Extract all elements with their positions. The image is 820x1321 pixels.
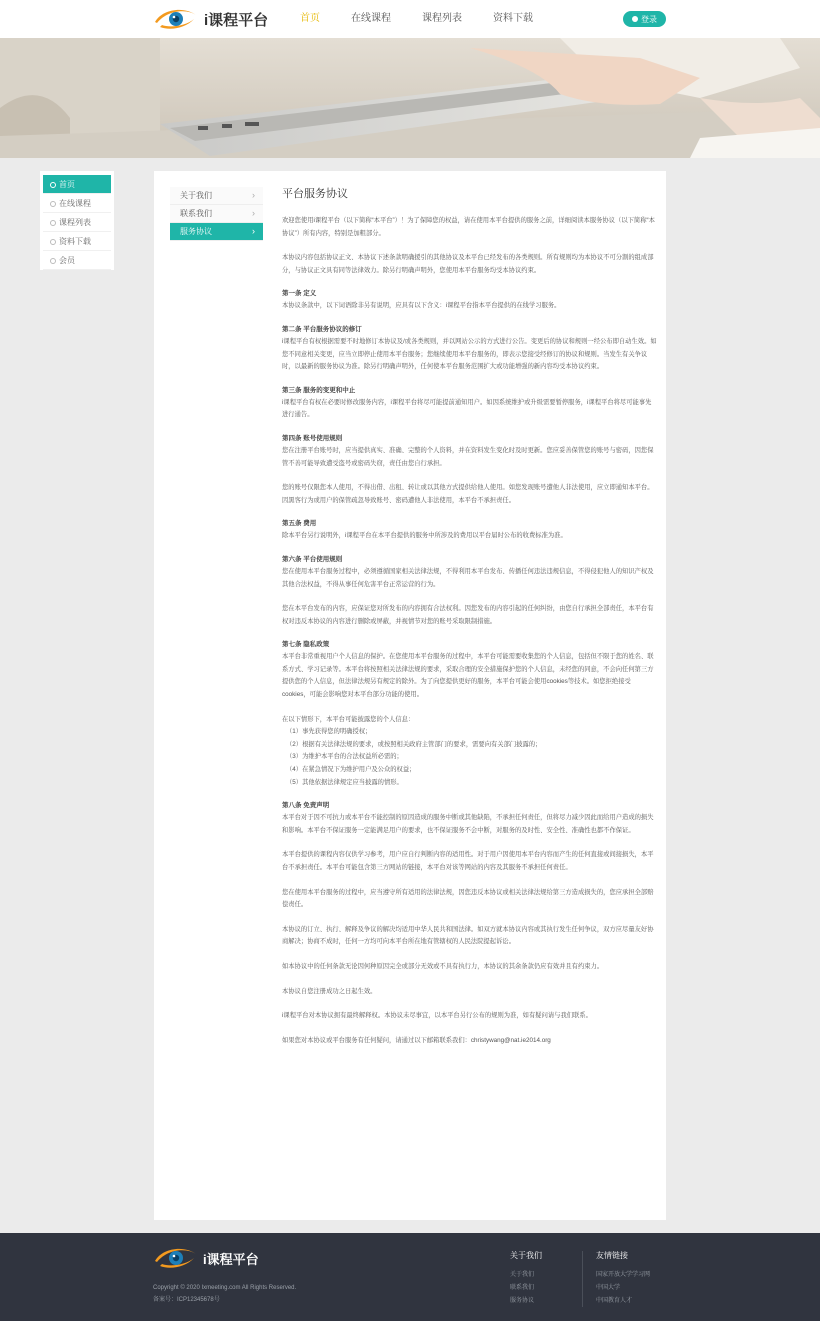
about-subnav xyxy=(170,187,263,241)
eye-logo-icon xyxy=(152,6,198,32)
section-paragraph: （5）其他依据法律规定应当披露的情形。 xyxy=(286,778,403,786)
user-icon xyxy=(632,16,638,22)
footer-link[interactable]: 服务协议 xyxy=(510,1298,535,1304)
section-paragraph: 您的账号仅限您本人使用，不得出借、出租、转让或以其他方式提供给他人使用。如您发现账号遭他人非法使用，应立即通知本平台。因黑客行为或用户的保管疏忽导致账号、密码遭他人非法使用，本平台不承担责任。 xyxy=(282,484,654,504)
subnav-item-service-agreement[interactable]: 服务协议 › xyxy=(170,223,263,241)
login-button[interactable] xyxy=(623,11,666,27)
section-paragraph: （1）事先获得您的明确授权； xyxy=(286,728,372,736)
footer-col-links xyxy=(596,1250,650,1308)
footer-col-title: 友情链接 xyxy=(596,1251,628,1260)
section-heading: 第七条 隐私政策 xyxy=(282,641,330,649)
copyright-block xyxy=(153,1282,296,1306)
section-paragraph: 本平台非常重视用户个人信息的保护。在您使用本平台服务的过程中，本平台可能需要收集您的个人信息，包括但不限于您的姓名、联系方式、学习记录等。本平台将按照相关法律法规的要求，采取合理的安全措施保护您的个人信息，未经您的同意，不会向任何第三方提供您的个人信息，但法律法规另有规定的除外。为了向您提供更好的服务，本平台可能会使用cookies等技术。如您拒绝接受cookies，可能会影响您对本平台部分功能的使用。 xyxy=(282,653,654,699)
section-paragraph: 您在使用本平台服务的过程中，应当遵守所有适用的法律法规，因您违反本协议或相关法律法规给第三方造成损失的，您应承担全部赔偿责任。 xyxy=(282,888,654,909)
section-paragraph: 本协议条款中，以下词语除非另有说明，应具有以下含义：i课程平台指本平台提供的在线学习服务。 xyxy=(282,302,561,310)
footer-link[interactable]: 国家开放大学学习网 xyxy=(596,1272,651,1278)
brand-name: i课程平台 xyxy=(204,11,269,29)
nav-item-home[interactable]: 首页 xyxy=(300,13,320,24)
section-heading: 第六条 平台使用规则 xyxy=(282,555,343,563)
footer-col-title: 关于我们 xyxy=(510,1251,542,1260)
subnav-item-about-us[interactable]: 关于我们 › xyxy=(170,187,263,205)
section-paragraph: 您在使用本平台服务过程中，必须遵循国家相关法律法规，不得利用本平台发布、传播任何违法违规信息，不得侵犯他人的知识产权及其他合法权益，不得从事任何危害平台正常运营的行为。 xyxy=(282,567,654,588)
sidebar-item-member[interactable]: 会员 xyxy=(43,251,111,270)
section-paragraph: 您在注册平台账号时，应当提供真实、准确、完整的个人资料，并在资料发生变化时及时更新。您应妥善保管您的账号与密码，因您保管不善可能导致遭受盗号或密码失窃，责任由您自行承担。 xyxy=(282,446,654,467)
section-paragraph: 在以下情形下，本平台可能披露您的个人信息： xyxy=(282,715,415,723)
section-heading: 第一条 定义 xyxy=(282,290,317,298)
sidebar-item-downloads[interactable]: 资料下载 xyxy=(43,232,111,251)
agreement-document xyxy=(282,185,657,1059)
footer-link[interactable]: 中国教育人才 xyxy=(596,1298,633,1304)
section-paragraph: i课程平台有权根据需要不时地修订本协议及/或各类规则，并以网站公示的方式进行公告。变更后的协议和规则一经公布即自动生效。如您不同意相关变更，应当立即停止使用本平台服务；您继续使用本平台服务的，即表示您接受经修订的协议和规则。当发生有关争议时，以最新的服务协议为准。除另行明确声明外，任何使本平台服务范围扩大或功能增强的新内容均受本协议约束。 xyxy=(282,337,657,371)
nav-item-course-list[interactable]: 课程列表 xyxy=(422,13,462,24)
eye-logo-icon xyxy=(152,1245,198,1271)
section-paragraph: 如果您对本协议或平台服务有任何疑问，请通过以下邮箱联系我们：christywang@nat.ie2014.org xyxy=(282,1036,551,1044)
section-paragraph: 除本平台另行说明外，i课程平台在本平台提供的服务中所涉及的费用以平台届时公布的收费标准为准。 xyxy=(282,532,567,540)
intro-paragraph: 欢迎您使用i课程平台（以下简称“本平台”）！为了保障您的权益，请在使用本平台提供的服务之前，详细阅读本服务协议（以下简称“本协议”）所有内容，特别是加粗部分。 xyxy=(282,217,655,237)
footer-link[interactable]: 中国大学 xyxy=(596,1285,621,1291)
footer-divider xyxy=(582,1251,583,1307)
main-nav xyxy=(300,0,564,38)
nav-item-downloads[interactable]: 资料下载 xyxy=(493,13,533,24)
section-paragraph: 您在本平台发布的内容，应保证您对所发布的内容拥有合法权利。因您发布的内容引起的任何纠纷，由您自行承担全部责任，本平台有权对违反本协议的内容进行删除或屏蔽，并视情节对您的账号采取限制措施。 xyxy=(282,605,654,625)
section-paragraph: 本协议的订立、执行、解释及争议的解决均适用中华人民共和国法律。如双方就本协议内容或其执行发生任何争议，双方应尽量友好协商解决；协商不成时，任何一方均可向本平台所在地有管辖权的人民法院提起诉讼。 xyxy=(282,925,654,946)
section-heading: 第二条 平台服务协议的修订 xyxy=(282,325,362,333)
copyright-text: Copyright © 2020 Ixmeeting.com All Rights Reserved. xyxy=(153,1285,297,1291)
section-paragraph: i课程平台对本协议拥有最终解释权。本协议未尽事宜，以本平台另行公布的规则为准，如有疑问请与我们联系。 xyxy=(282,1012,592,1020)
brand-logo[interactable] xyxy=(152,6,268,32)
section-heading: 第五条 费用 xyxy=(282,520,317,528)
section-paragraph: （3）为维护本平台的合法权益所必需的； xyxy=(286,753,403,761)
icp-text: 备案号：ICP12345678号 xyxy=(153,1297,220,1303)
section-paragraph: 本协议自您注册成功之日起生效。 xyxy=(282,987,377,995)
footer-link[interactable]: 联系我们 xyxy=(510,1285,535,1291)
top-navbar xyxy=(0,0,820,38)
section-paragraph: （4）在紧急情况下为维护用户及公众的权益； xyxy=(286,766,416,774)
content-panel xyxy=(154,171,666,1220)
footer-col-about xyxy=(510,1250,542,1308)
section-paragraph: 本平台提供的课程内容仅供学习参考，用户应自行判断内容的适用性。对于用户因使用本平台内容而产生的任何直接或间接损失，本平台不承担责任。本平台可能包含第三方网站的链接，本平台对该等网站的内容及其服务不承担任何责任。 xyxy=(282,851,654,871)
nav-item-online-courses[interactable]: 在线课程 xyxy=(351,13,391,24)
section-heading: 第四条 账号使用规则 xyxy=(282,434,343,442)
section-paragraph: 本平台对于因不可抗力或本平台不能控制的原因造成的服务中断或其他缺陷，不承担任何责任，但将尽力减少因此而给用户造成的损失和影响。本平台不保证服务一定能满足用户的要求，也不保证服务不会中断，对服务的及时性、安全性、准确性也都不作保证。 xyxy=(282,814,654,834)
section-heading: 第三条 服务的变更和中止 xyxy=(282,386,356,394)
subnav-item-contact-us[interactable]: 联系我们 › xyxy=(170,205,263,223)
intro-paragraph: 本协议内容包括协议正文、本协议下述条款明确援引的其他协议及本平台已经发布的各类规则。所有规则均为本协议不可分割的组成部分，与协议正文具有同等法律效力。除另行明确声明外，您使用本平台服务均受本协议约束。 xyxy=(282,254,654,274)
sidebar-item-online-courses[interactable]: 在线课程 xyxy=(43,194,111,213)
section-paragraph: （2）根据有关法律法规的要求，或按照相关政府主管部门的要求，需要向有关部门披露的； xyxy=(286,740,542,748)
site-footer xyxy=(0,1233,820,1321)
section-heading: 第八条 免责声明 xyxy=(282,802,330,810)
laptop-illustration xyxy=(0,38,820,158)
sidebar-item-home[interactable]: 首页 xyxy=(43,175,111,194)
footer-link[interactable]: 关于我们 xyxy=(510,1272,535,1278)
footer-logo[interactable] xyxy=(152,1245,259,1271)
agreement-body xyxy=(282,215,657,1047)
login-label: 登录 xyxy=(641,14,657,24)
page-title: 平台服务协议 xyxy=(282,188,348,200)
footer-brand-name: i课程平台 xyxy=(203,1251,259,1267)
section-paragraph: 如本协议中的任何条款无论因何种原因完全或部分无效或不具有执行力，本协议的其余条款仍应有效并且有约束力。 xyxy=(282,962,604,970)
section-paragraph: i课程平台有权在必要时修改服务内容，i课程平台将尽可能提前通知用户。如因系统维护或升级需要暂停服务，i课程平台将尽可能事先进行通告。 xyxy=(282,398,652,419)
sidebar-item-course-list[interactable]: 课程列表 xyxy=(43,213,111,232)
hero-banner xyxy=(0,38,820,158)
left-sidebar xyxy=(40,171,114,270)
